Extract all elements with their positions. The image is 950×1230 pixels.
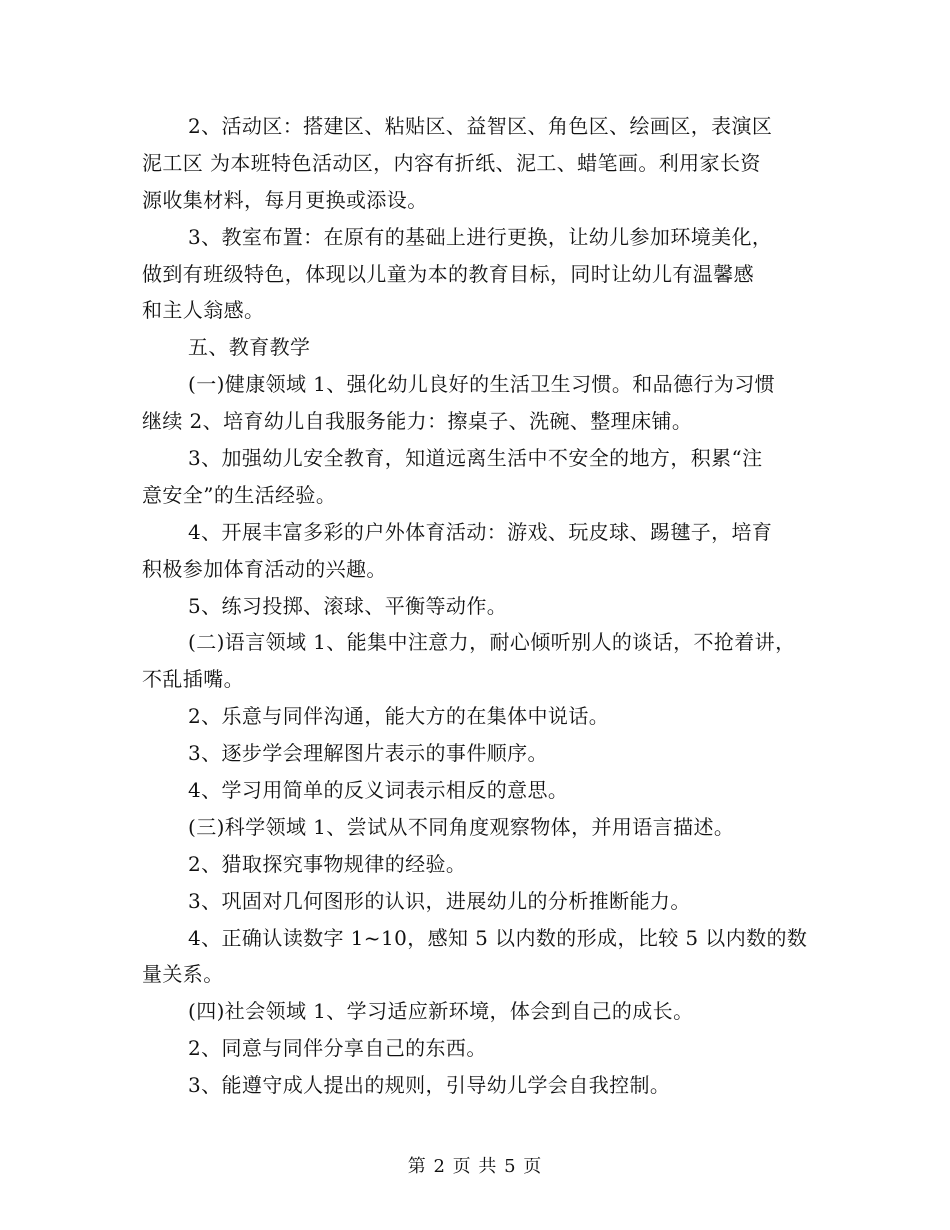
paragraph-line: (四)社会领域 1、学习适应新环境，体会到自己的成长。 bbox=[188, 999, 694, 1024]
paragraph-line: 做到有班级特色，体现以儿童为本的教育目标，同时让幼儿有温馨感 bbox=[142, 261, 754, 286]
section-heading: 五、教育教学 bbox=[188, 335, 311, 360]
paragraph-line: 2、乐意与同伴沟通，能大方的在集体中说话。 bbox=[188, 704, 610, 729]
paragraph-line: (二)语言领域 1、能集中注意力，耐心倾听别人的谈话，不抢着讲， bbox=[188, 630, 796, 655]
paragraph-line: 5、练习投掷、滚球、平衡等动作。 bbox=[188, 593, 508, 618]
paragraph-line: 3、加强幼儿安全教育，知道远离生活中不安全的地方，积累“注 bbox=[188, 446, 763, 471]
paragraph-line: 2、同意与同伴分享自己的东西。 bbox=[188, 1036, 487, 1061]
paragraph-line: 2、猎取探究事物规律的经验。 bbox=[188, 851, 467, 876]
paragraph-line: 和主人翁感。 bbox=[142, 298, 265, 323]
page-number-footer: 第 2 页 共 5 页 bbox=[407, 1156, 543, 1177]
paragraph-line: 4、开展丰富多彩的户外体育活动：游戏、玩皮球、踢毽子，培育 bbox=[188, 519, 773, 544]
paragraph-line: 3、巩固对几何图形的认识，进展幼儿的分析推断能力。 bbox=[188, 888, 691, 913]
paragraph-line: (一)健康领域 1、强化幼儿良好的生活卫生习惯。和品德行为习惯 bbox=[188, 372, 776, 397]
paragraph-line: 3、能遵守成人提出的规则，引导幼儿学会自我控制。 bbox=[188, 1073, 671, 1098]
paragraph-line: 量关系。 bbox=[142, 962, 224, 987]
paragraph-line: 继续 2、培育幼儿自我服务能力：擦桌子、洗碗、整理床铺。 bbox=[142, 409, 693, 434]
paragraph-line: 4、正确认读数字 1~10，感知 5 以内数的形成，比较 5 以内数的数 bbox=[188, 925, 808, 950]
document-body bbox=[142, 108, 832, 1104]
paragraph-line: 泥工区 为本班特色活动区，内容有折纸、泥工、蜡笔画。利用家长资 bbox=[142, 150, 761, 175]
paragraph-line: 4、学习用简单的反义词表示相反的意思。 bbox=[188, 778, 569, 803]
paragraph-line: 3、教室布置：在原有的基础上进行更换，让幼儿参加环境美化， bbox=[188, 224, 773, 249]
paragraph-line: 2、活动区：搭建区、粘贴区、益智区、角色区、绘画区，表演区 bbox=[188, 114, 773, 138]
paragraph-line: 不乱插嘴。 bbox=[142, 667, 244, 692]
paragraph-line: 意安全”的生活经验。 bbox=[142, 482, 337, 507]
paragraph-line: (三)科学领域 1、尝试从不同角度观察物体，并用语言描述。 bbox=[188, 814, 735, 839]
paragraph-line: 源收集材料，每月更换或添设。 bbox=[142, 187, 428, 212]
paragraph-line: 3、逐步学会理解图片表示的事件顺序。 bbox=[188, 741, 548, 766]
paragraph-line: 积极参加体育活动的兴趣。 bbox=[142, 556, 387, 581]
